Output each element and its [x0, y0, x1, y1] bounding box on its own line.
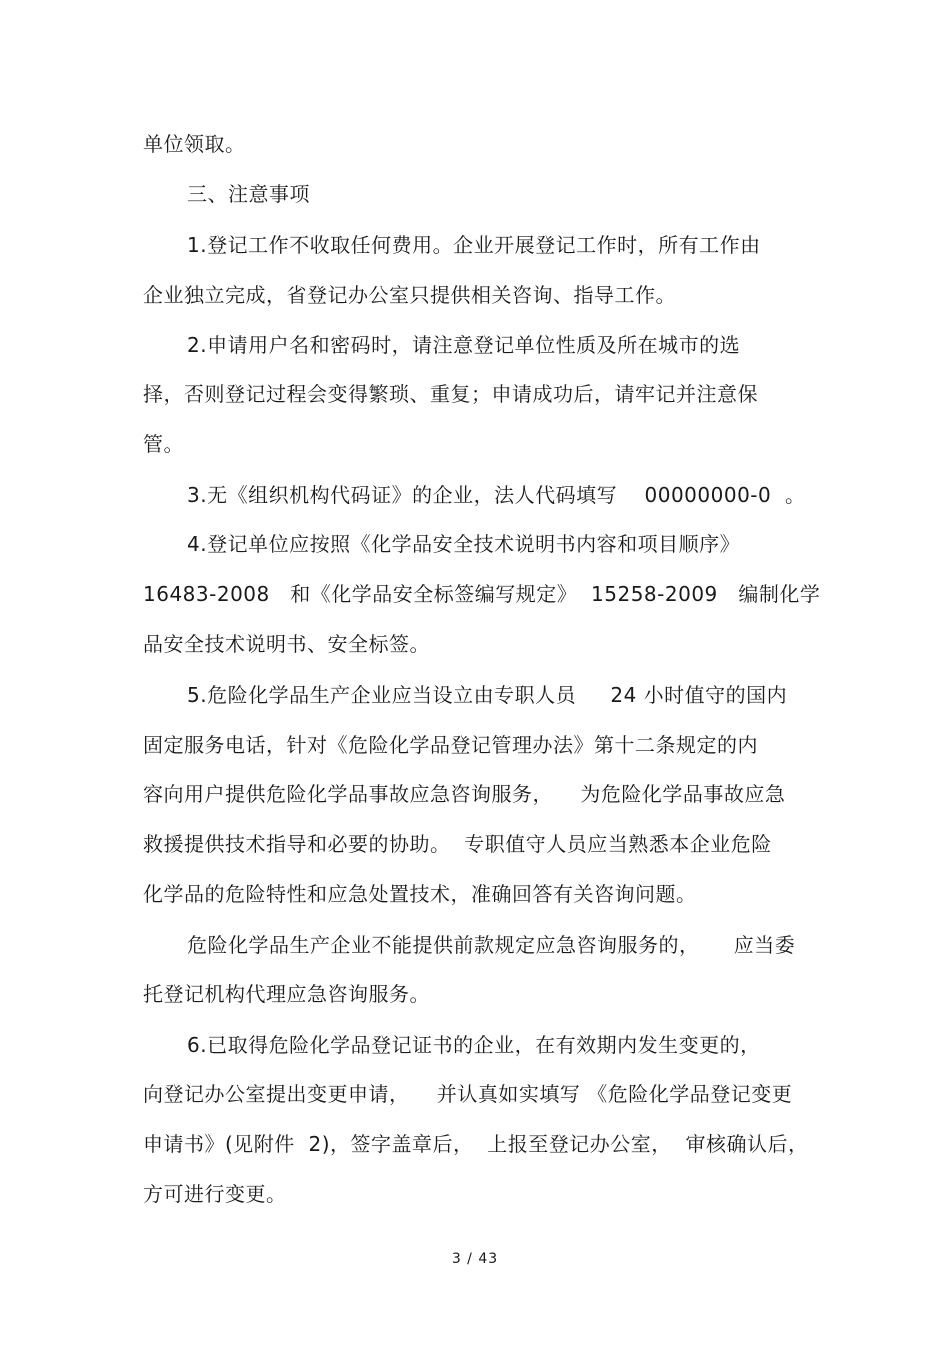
- text-line: 16483-2008 和《化学品安全标签编写规定》 15258-2009 编制化学: [143, 582, 821, 606]
- text-line: 容向用户提供危险化学品事故应急咨询服务， 为危险化学品事故应急: [143, 782, 786, 806]
- text-line: 向登记办公室提出变更申请， 并认真如实填写 《危险化学品登记变更: [143, 1082, 793, 1106]
- text-line: 4.登记单位应按照《化学品安全技术说明书内容和项目顺序》: [187, 532, 741, 556]
- page-number: 3 / 43: [451, 1251, 499, 1267]
- text-line: 6.已取得危险化学品登记证书的企业，在有效期内发生变更的，: [187, 1033, 761, 1057]
- section-heading: 三、注意事项: [187, 182, 310, 206]
- text-line: 方可进行变更。: [143, 1182, 287, 1206]
- text-line: 固定服务电话，针对《危险化学品登记管理办法》第十二条规定的内: [143, 733, 758, 757]
- text-line: 择，否则登记过程会变得繁琐、重复；申请成功后，请牢记并注意保: [143, 382, 758, 406]
- text-line: 2.申请用户名和密码时，请注意登记单位性质及所在城市的选: [187, 333, 741, 357]
- text-line: 企业独立完成，省登记办公室只提供相关咨询、指导工作。: [143, 283, 676, 307]
- text-line: 5.危险化学品生产企业应当设立由专职人员 24 小时值守的国内: [187, 683, 788, 707]
- text-line: 化学品的危险特性和应急处置技术，准确回答有关咨询问题。: [143, 882, 697, 906]
- text-line: 管。: [143, 432, 184, 456]
- text-line: 救援提供技术指导和必要的协助。 专职值守人员应当熟悉本企业危险: [143, 832, 772, 856]
- text-line: 单位领取。: [143, 132, 246, 156]
- text-line: 1.登记工作不收取任何费用。企业开展登记工作时，所有工作由: [187, 233, 761, 257]
- text-line: 危险化学品生产企业不能提供前款规定应急咨询服务的， 应当委: [187, 933, 796, 957]
- text-line: 申请书》(见附件 2)，签字盖章后， 上报至登记办公室， 审核确认后，: [143, 1132, 809, 1156]
- text-line: 托登记机构代理应急咨询服务。: [143, 982, 430, 1006]
- text-line: 品安全技术说明书、安全标签。: [143, 632, 430, 656]
- text-line: 3.无《组织机构代码证》的企业，法人代码填写 00000000-0 。: [187, 483, 806, 507]
